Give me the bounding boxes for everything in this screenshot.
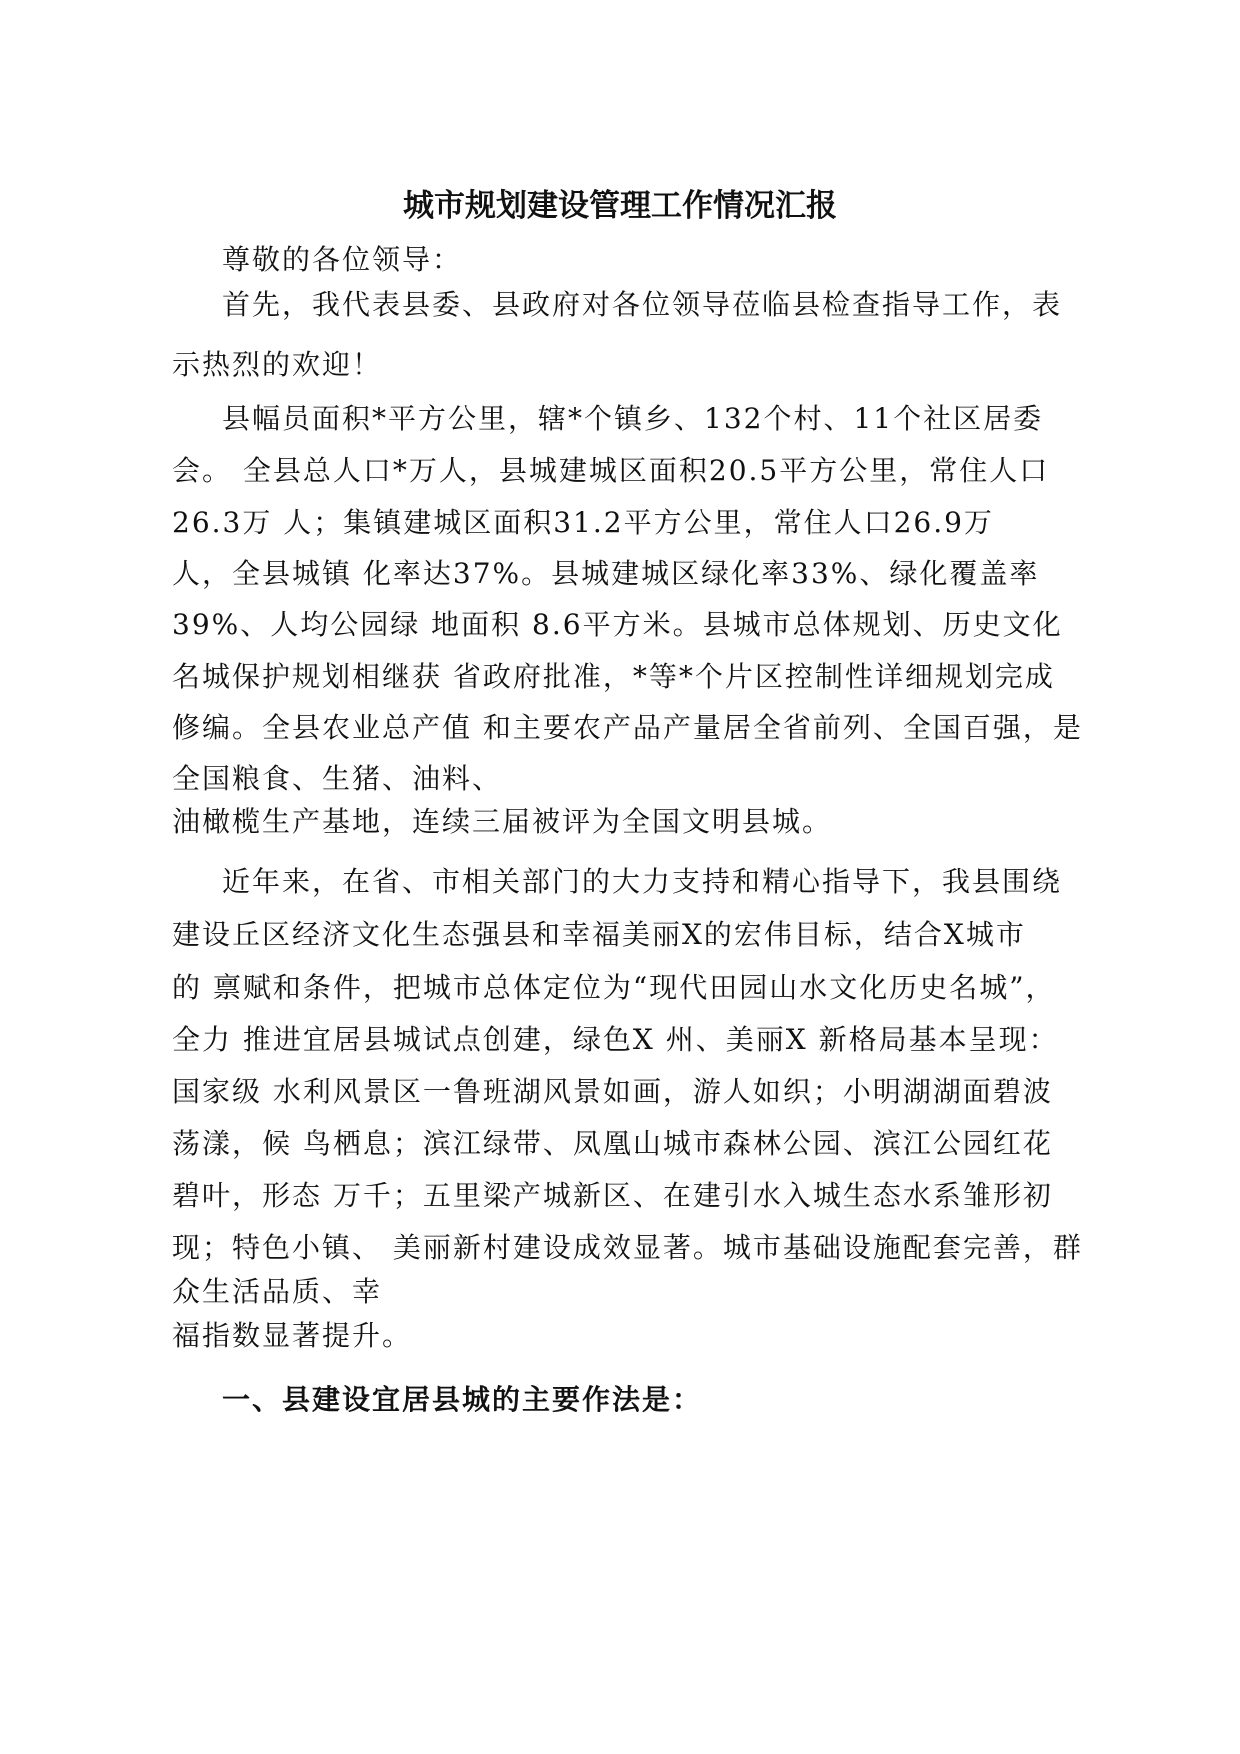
salutation: 尊敬的各位领导： <box>222 243 463 276</box>
paragraph-line: 建设丘区经济文化生态强县和幸福美丽X的宏伟目标，结合X城市 <box>172 918 1026 951</box>
paragraph-line: 全国粮食、生猪、油料、 <box>172 762 503 795</box>
paragraph-line: 修编。全县农业总产值 和主要农产品产量居全省前列、全国百强，是 <box>172 711 1083 744</box>
paragraph-line: 人，全县城镇 化率达37%。县城建城区绿化率33%、绿化覆盖率 <box>172 557 1040 590</box>
paragraph-line: 首先，我代表县委、县政府对各位领导莅临县检查指导工作，表 <box>222 288 1063 321</box>
paragraph-line: 现；特色小镇、 美丽新村建设成效显著。城市基础设施配套完善，群 <box>172 1231 1083 1264</box>
paragraph-line: 众生活品质、幸 <box>172 1275 383 1308</box>
document-title: 城市规划建设管理工作情况汇报 <box>403 188 837 224</box>
paragraph-line: 的 禀赋和条件，把城市总体定位为“现代田园山水文化历史名城”， <box>172 971 1056 1004</box>
paragraph-line: 县幅员面积*平方公里，辖*个镇乡、132个村、11个社区居委 <box>222 402 1044 435</box>
section-heading: 一、县建设宜居县城的主要作法是： <box>222 1383 703 1416</box>
paragraph-line: 国家级 水利风景区一鲁班湖风景如画，游人如织；小明湖湖面碧波 <box>172 1075 1053 1108</box>
paragraph-line: 全力 推进宜居县城试点创建，绿色X 州、美丽X 新格局基本呈现： <box>172 1023 1059 1056</box>
paragraph-line: 会。 全县总人口*万人，县城建城区面积20.5平方公里，常住人口 <box>172 454 1050 487</box>
paragraph-line: 油橄榄生产基地，连续三届被评为全国文明县城。 <box>172 805 833 838</box>
paragraph-line: 近年来，在省、市相关部门的大力支持和精心指导下，我县围绕 <box>222 865 1063 898</box>
paragraph-line: 26.3万 人；集镇建城区面积31.2平方公里，常住人口26.9万 <box>172 506 994 539</box>
paragraph-line: 39%、人均公园绿 地面积 8.6平方米。县城市总体规划、历史文化 <box>172 608 1063 641</box>
paragraph-line: 荡漾，候 鸟栖息；滨江绿带、凤凰山城市森林公园、滨江公园红花 <box>172 1127 1053 1160</box>
paragraph-line: 示热烈的欢迎！ <box>172 348 383 381</box>
paragraph-line: 福指数显著提升。 <box>172 1319 413 1352</box>
paragraph-line: 名城保护规划相继获 省政府批准，*等*个片区控制性详细规划完成 <box>172 660 1055 693</box>
paragraph-line: 碧叶，形态 万千；五里梁产城新区、在建引水入城生态水系雏形初 <box>172 1179 1053 1212</box>
